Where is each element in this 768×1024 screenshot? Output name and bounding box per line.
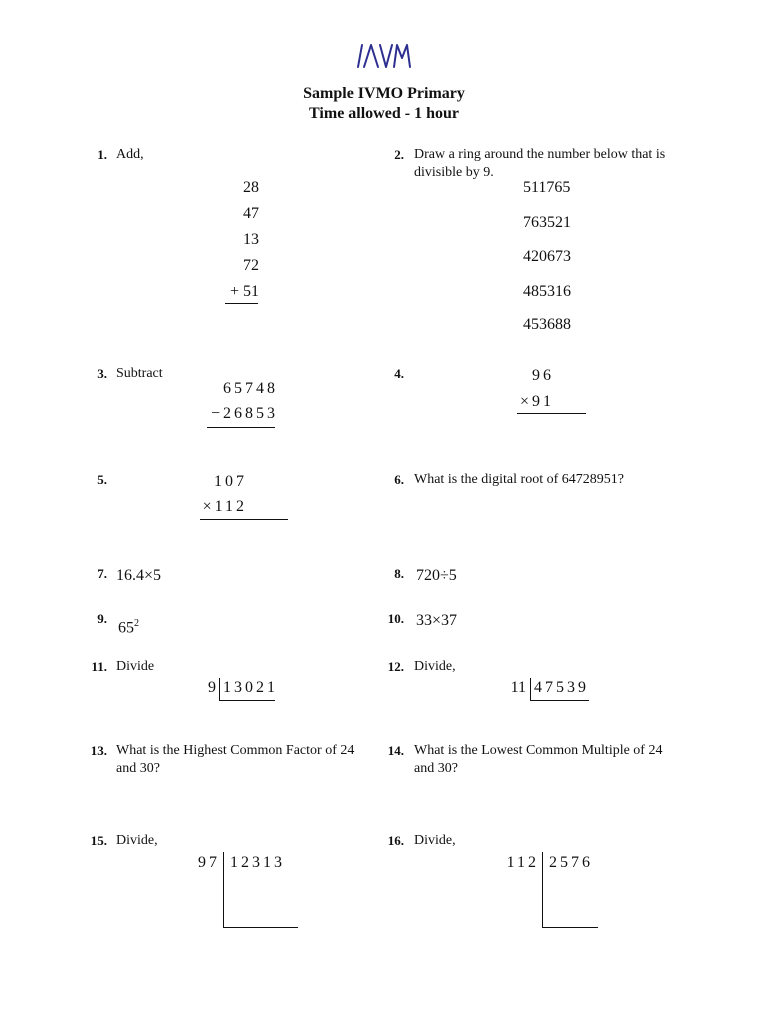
question-number: 4. — [394, 366, 404, 381]
answer-line — [517, 413, 586, 414]
dividend: 12313 — [230, 854, 285, 871]
question-text: Subtract — [116, 366, 163, 381]
number-option[interactable]: 420673 — [523, 248, 571, 265]
question-number: 3. — [97, 366, 107, 381]
addend: 47 — [243, 205, 259, 222]
division-bar — [219, 700, 275, 701]
multiplier: ×112 — [202, 498, 247, 515]
question-number: 1. — [97, 147, 107, 162]
question-text: Divide, — [414, 659, 456, 674]
working-line — [542, 927, 598, 928]
question-number: 8. — [394, 566, 404, 581]
addend: 13 — [243, 231, 259, 248]
question-number: 16. — [387, 833, 404, 848]
number-option[interactable]: 485316 — [523, 283, 571, 300]
question-text: Add, — [116, 147, 144, 162]
iavm-logo — [352, 40, 412, 70]
expression: 16.4×5 — [116, 567, 162, 584]
answer-line — [225, 303, 258, 304]
question-text: Draw a ring around the number below that is divisible by 9. — [414, 147, 666, 180]
question-number: 7. — [97, 566, 107, 581]
division-bracket — [542, 852, 543, 928]
question-text: Divide, — [414, 833, 456, 848]
division-bracket — [219, 678, 220, 700]
question-text: What is the Highest Common Factor of 24 and 30? — [116, 743, 355, 776]
dividend: 47539 — [534, 679, 589, 696]
question-number: 10. — [387, 611, 404, 626]
expression: 720÷5 — [416, 567, 457, 584]
question-text: Divide — [116, 659, 155, 674]
question-number: 5. — [97, 472, 107, 487]
question-number: 14. — [387, 743, 404, 758]
number-option[interactable]: 453688 — [523, 316, 571, 333]
addend: 72 — [243, 257, 259, 274]
addend: + 51 — [229, 283, 259, 300]
expression: 33×37 — [416, 612, 458, 629]
number-option[interactable]: 511765 — [523, 179, 571, 196]
divisor: 11 — [510, 679, 526, 696]
power-exponent: 2 — [134, 618, 139, 629]
divisor: 97 — [198, 854, 220, 871]
number-option[interactable]: 763521 — [523, 214, 571, 231]
question-text: What is the digital root of 64728951? — [414, 472, 624, 487]
multiplier: ×91 — [519, 393, 554, 410]
addend: 28 — [243, 179, 259, 196]
question-text: What is the Lowest Common Multiple of 24 and 30? — [414, 743, 663, 776]
division-bracket — [530, 678, 531, 700]
minuend: 65748 — [223, 380, 278, 397]
division-bar — [530, 700, 589, 701]
question-number: 9. — [97, 611, 107, 626]
working-line — [223, 927, 298, 928]
division-bracket — [223, 852, 224, 928]
dividend: 13021 — [223, 679, 278, 696]
answer-line — [200, 519, 288, 520]
question-number: 12. — [387, 659, 404, 674]
question-text: Divide, — [116, 833, 158, 848]
question-number: 6. — [394, 472, 404, 487]
dividend: 2576 — [549, 854, 593, 871]
question-number: 13. — [90, 743, 107, 758]
question-number: 2. — [394, 147, 404, 162]
expression — [118, 618, 139, 637]
subtrahend: −26853 — [210, 405, 278, 422]
page-title: Sample IVMO Primary — [303, 85, 465, 102]
question-number: 15. — [90, 833, 107, 848]
multiplicand: 107 — [214, 473, 247, 490]
answer-line — [207, 427, 275, 428]
question-number: 11. — [91, 659, 107, 674]
power-base: 65 — [118, 619, 134, 637]
divisor: 112 — [506, 854, 539, 871]
multiplicand: 96 — [532, 367, 554, 384]
divisor: 9 — [208, 679, 216, 696]
page-subtitle: Time allowed - 1 hour — [309, 105, 459, 122]
